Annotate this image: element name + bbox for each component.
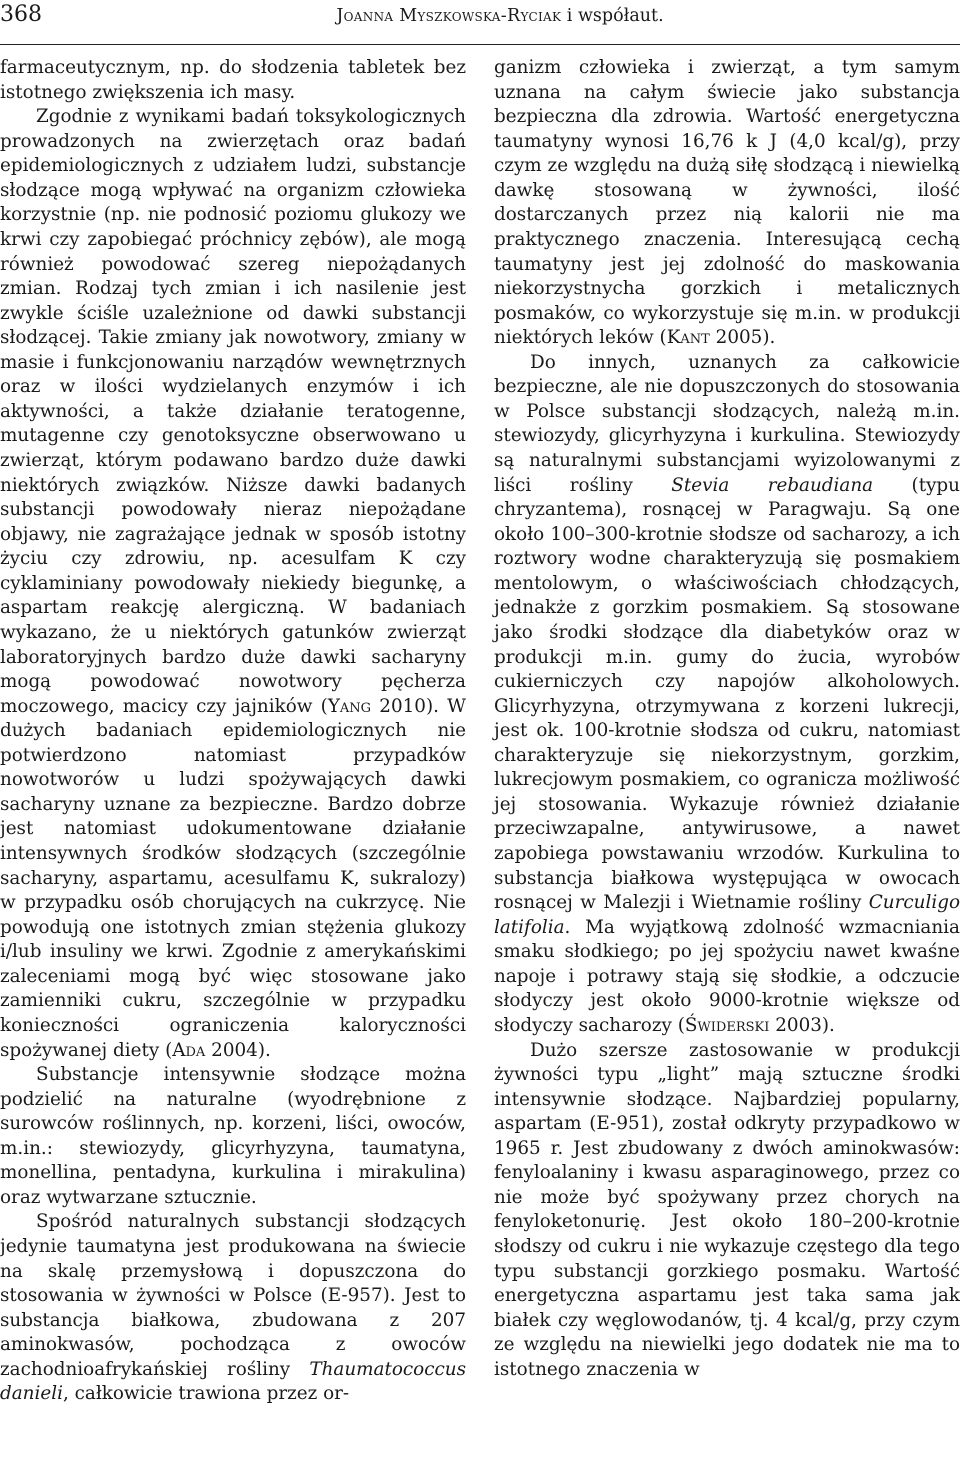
- page-number: 368: [0, 2, 42, 27]
- right-p2-text-b: (typu chryzantema), rosnącej w Paragwaju. Są one około 100–300-krotnie słodsze od sacharozy, a ich roztwory wodne charakteryzują się posmakiem mentolowym, o właściwościach chłodzących, jednakże z gorzkim posmakiem. Są stosowane jako środki słodzące dla diabetyków oraz w produkcji m.in. gumy do żucia, wyrobów cukierniczych czy napojów alkoholowych. Glicyrhyzyna, otrzymywana z korzeni lukrecji, jest ok. 100-krotnie słodsza od cukru, natomiast charakteryzuje się niekorzystnym, gorzkim, lukrecjowym posmakiem, co ogranicza możliwość jej stosowania. Wykazuje również działanie przeciwzapalne, antywirusowe, a nawet zapobiega powstawaniu wrzodów. Kurkulina to substancja białkowa występująca w owocach rosnącej w Malezji i Wietnamie rośliny: [494, 474, 960, 914]
- right-p1-text-a: ganizm człowieka i zwierząt, a tym samym uznana na całym świecie jako substancja bezpieczna dla zdrowia. Wartość energetyczna taumatyny wynosi 16,76 k J (4,0 kcal/g), przy czym ze względu na dużą siłę słodzącą i niewielką dawkę stosowaną w żywności, ilość dostarczanych przez nią kalorii nie ma praktycznego znaczenia. Interesującą cechą taumatyny jest jej zdolność do maskowania niekorzystnycha gorzkich i metalicznych posmaków, co wykorzystuje się m.in. w produkcji niektórych leków (: [494, 57, 960, 349]
- citation-swiderski: Świderski: [684, 1014, 770, 1036]
- right-paragraph-2: [494, 351, 960, 1039]
- right-p2-text-a: Do innych, uznanych za całkowicie bezpieczne, ale nie dopuszczonych do stosowania w Polsce substancji słodzących, należą m.in. stewiozydy, glicyrhyzyna i kurkulina. Stewiozydy są naturalnymi substancjami wyizolowanymi z liści rośliny: [494, 351, 960, 496]
- species-stevia: Stevia rebaudiana: [671, 474, 874, 496]
- citation-kant: Kant: [666, 327, 710, 349]
- left-paragraph-3: Substancje intensywnie słodzące można podzielić na naturalne (wyodrębnione z surowców roślinnych, np. korzeni, liści, owoców, m.in.: stewiozydy, glicyrhyzyna, taumatyna, monellina, pentadyna, kurkulina i mirakulina) oraz wytwarzane sztucznie.: [0, 1064, 466, 1208]
- left-p2-text-c: 2004).: [205, 1039, 271, 1061]
- right-paragraph-3: Dużo szersze zastosowanie w produkcji żywności typu „light” mają sztuczne środki intensywnie słodzące. Najbardziej popularny, aspartam (E-951), został odkryty przypadkowo w 1965 r. Jest zbudowany z dwóch aminokwasów: fenyloalaniny i kwasu asparaginowego, przez co nie może być spożywany przez chorych na fenyloketonurię. Jest około 180–200-krotnie słodszy od cukru i nie wykazuje częstego dla tego typu substancji gorzkiego posmaku. Wartość energetyczna aspartamu jest taka sama jak białek czy węglowodanów, tj. 4 kcal/g, przy czym ze względu na niewielki jego dodatek nie ma to istotnego znaczenia w: [494, 1039, 960, 1380]
- right-p2-text-c: . Ma wyjątkową zdolność wzmacniania smaku słodkiego; po jej spożyciu nawet kwaśne napoje i potrawy stają się słodkie, a odczucie słodyczy jest około 9000-krotnie większe od słodyczy sacharozy (: [494, 916, 960, 1036]
- left-p4-text-b: , całkowicie trawiona przez or-: [62, 1383, 350, 1405]
- left-paragraph-4: [0, 1210, 466, 1407]
- left-paragraph-2: [0, 105, 466, 1063]
- running-head: [0, 4, 960, 28]
- running-head-authors: Joanna Myszkowska-Ryciak: [336, 6, 562, 26]
- left-p2-text-a: Zgodnie z wynikami badań toksykologicznych prowadzonych na zwierzętach oraz badań epidemiologicznych z udziałem ludzi, substancje słodzące mogą wpływać na organizm człowieka korzystnie (np. nie podnosić poziomu glukozy we krwi czy zapobiegać próchnicy zębów), ale mogą również powodować szereg niepożądanych zmian. Rodzaj tych zmian i ich nasilenie jest zwykle ściśle uzależnione od dawki substancji słodzącej. Takie zmiany jak nowotwory, zmiany w masie i funkcjonowaniu narządów wewnętrznych oraz w ilości wydzielanych enzymów i ich aktywności, a także działanie teratogenne, mutagenne czy genotoksyczne obserwowano u zwierząt, którym podawano bardzo duże dawki niektórych związków. Niższe dawki badanych substancji powodowały nieraz niepożądane objawy, nie zagrażające jednak w sposób istotny życiu czy zdrowiu, np. acesulfam K czy cyklaminiany powodowały niekiedy biegunkę, a aspartam reakcję alergiczną. W badaniach wykazano, że u niektórych gatunków zwierząt laboratoryjnych bardzo duże dawki sacharyny mogą powodować nowotwory pęcherza moczowego, macicy czy jajników (: [0, 106, 466, 717]
- citation-yang: Yang: [327, 695, 372, 717]
- species-curculigo: Curculigo latifolia: [494, 892, 960, 938]
- right-column: [494, 56, 960, 1382]
- page-header: [0, 0, 960, 45]
- running-head-suffix: i współaut.: [561, 6, 664, 26]
- left-p2-text-b: 2010). W dużych badaniach epidemiologicznych nie potwierdzono natomiast przypadków nowotworów u ludzi spożywających dawki sacharyny uznane za bezpieczne. Bardzo dobrze jest natomiast udokumentowane działanie intensywnych środków słodzących (szczególnie sacharyny, aspartamu, acesulfamu K, sukralozy) w przypadku osób chorujących na cukrzycę. Nie powodują one istotnych zmian stężenia glukozy i/lub insuliny we krwi. Zgodnie z amerykańskimi zaleceniami mogą być więc stosowane jako zamienniki cukru, szczególnie w przypadku konieczności ograniczenia kaloryczności spożywanej diety (: [0, 695, 466, 1061]
- species-thaumatococcus: Thaumatococcus danieli: [0, 1358, 466, 1405]
- left-column: [0, 56, 466, 1407]
- right-paragraph-1: [494, 56, 960, 351]
- citation-ada: Ada: [172, 1039, 206, 1061]
- left-paragraph-1: farmaceutycznym, np. do słodzenia tabletek bez istotnego zwiększenia ich masy.: [0, 57, 466, 103]
- right-p2-text-d: 2003).: [769, 1014, 835, 1036]
- left-p4-text-a: Spośród naturalnych substancji słodzących jedynie taumatyna jest produkowana na świecie na skalę przemysłową i dopuszczona do stosowania w żywności w Polsce (E-957). Jest to substancja białkowa, zbudowana z 207 aminokwasów, pochodząca z owoców zachodnioafrykańskiej rośliny: [0, 1211, 466, 1380]
- right-p1-text-b: 2005).: [709, 327, 776, 349]
